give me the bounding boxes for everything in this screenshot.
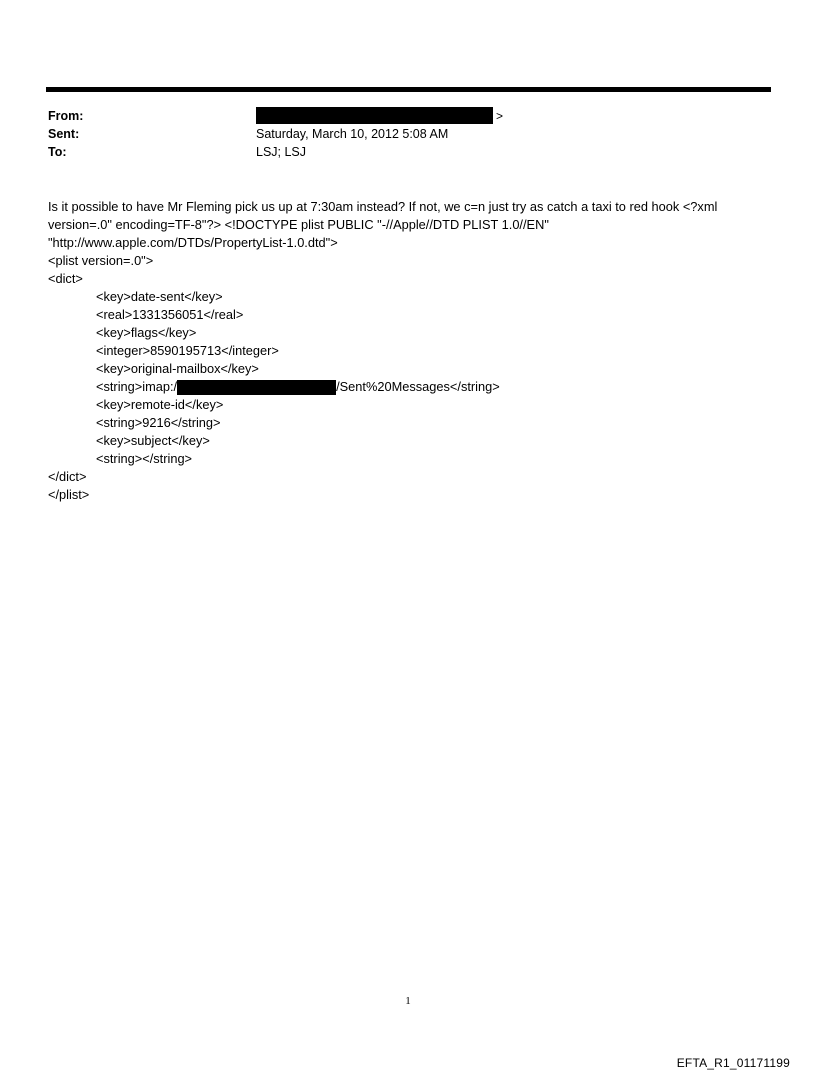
body-line: <key>date-sent</key> — [96, 289, 223, 304]
body-line: <key>remote-id</key> — [96, 397, 224, 412]
body-line: <string>9216</string> — [96, 415, 221, 430]
body-line: Is it possible to have Mr Fleming pick us up at 7:30am instead? If not, we c=n just try as catch a taxi to red hook <?xml — [48, 199, 718, 214]
redaction-block — [256, 107, 493, 124]
body-line: <integer>8590195713</integer> — [96, 343, 279, 358]
body-line: <plist version=.0"> — [48, 253, 154, 268]
body-line: <key>flags</key> — [96, 325, 197, 340]
body-line: <key>original-mailbox</key> — [96, 361, 259, 376]
imap-suffix: /Sent%20Messages</string> — [336, 379, 500, 394]
header-rule — [46, 87, 771, 92]
body-line: <key>subject</key> — [96, 433, 210, 448]
body-line: </dict> — [48, 469, 87, 484]
bates-number: EFTA_R1_01171199 — [676, 1056, 790, 1070]
to-label: To: — [48, 145, 67, 159]
sent-value: Saturday, March 10, 2012 5:08 AM — [256, 127, 449, 141]
page-number: 1 — [405, 995, 411, 1007]
from-label: From: — [48, 109, 84, 123]
imap-line — [48, 378, 773, 396]
body-line: <string></string> — [96, 451, 193, 466]
body-line: </plist> — [48, 487, 90, 502]
to-value: LSJ; LSJ — [256, 145, 307, 159]
body-line: "http://www.apple.com/DTDs/PropertyList-1.0.dtd"> — [48, 235, 338, 250]
email-body — [48, 198, 773, 504]
redaction-block — [177, 380, 336, 395]
imap-prefix: <string>imap:/ — [96, 379, 178, 394]
body-line: <real>1331356051</real> — [96, 307, 244, 322]
sent-label: Sent: — [48, 127, 80, 141]
body-line: version=.0" encoding=TF-8"?> <!DOCTYPE plist PUBLIC "-//Apple//DTD PLIST 1.0//EN" — [48, 217, 549, 232]
from-suffix: > — [496, 109, 504, 123]
body-line: <dict> — [48, 271, 83, 286]
